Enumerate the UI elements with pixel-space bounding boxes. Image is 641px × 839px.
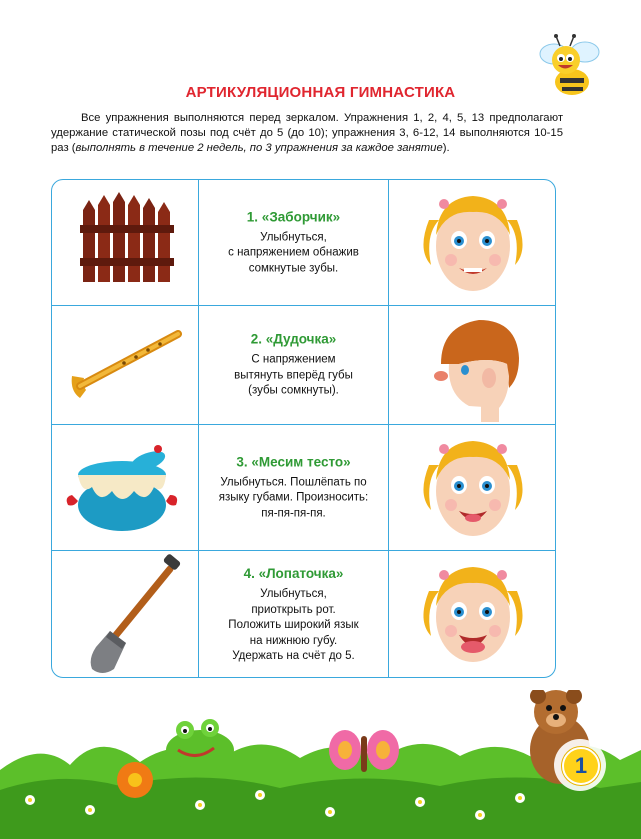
exercise-description: Улыбнуться. Пошлёпать по языку губами. Произносить: пя-пя-пя-пя. — [218, 475, 369, 519]
exercise-title: 2. «Дудочка» — [250, 331, 337, 347]
exercise-description: Улыбнуться, с напряжением обнажив сомкнутые зубы. — [228, 230, 359, 274]
girl-face-icon — [389, 551, 556, 678]
exercise-row — [52, 551, 555, 678]
meadow-decoration — [0, 690, 641, 839]
fence-icon — [52, 180, 199, 306]
exercise-description: С напряжением вытянуть вперёд губы (зубы сомкнуты). — [234, 353, 353, 397]
face-picture — [389, 180, 556, 305]
exercise-picture — [52, 551, 199, 678]
frog-icon — [166, 719, 234, 770]
exercise-title: 4. «Лопаточка» — [243, 565, 344, 581]
exercise-table — [51, 179, 556, 678]
face-picture — [389, 551, 556, 678]
page-title: АРТИКУЛЯЦИОННАЯ ГИМНАСТИКА — [185, 84, 456, 101]
pot-dough-icon — [52, 425, 199, 551]
girl-face-icon — [389, 180, 556, 306]
shovel-icon — [52, 551, 199, 678]
face-picture — [389, 306, 556, 424]
exercise-picture — [52, 425, 199, 550]
exercise-row — [52, 306, 555, 425]
exercise-description: Улыбнуться, приоткрыть рот. Положить широкий язык на нижнюю губу. Удержать на счёт до 5. — [228, 587, 359, 662]
boy-profile-icon — [389, 306, 556, 425]
page-number-badge: 1 — [562, 747, 600, 785]
exercise-row — [52, 425, 555, 551]
exercise-picture — [52, 306, 199, 424]
intro-paragraph: Все упражнения выполняются перед зеркалом. Упражнения 1, 2, 4, 5, 13 предполагают удержание статической позы под счёт до 5 (до 10); упражнения 3, 6-12, 14 выполняются 10-15 раз (выполнять в течение 2 недель, по 3 упражнения за каждое занятие). — [51, 112, 563, 154]
orange-flower-icon — [117, 762, 153, 798]
exercise-title: 1. «Заборчик» — [246, 208, 341, 224]
pipe-icon — [52, 306, 199, 425]
face-picture — [389, 425, 556, 550]
exercise-row — [52, 180, 555, 306]
bee-icon — [532, 28, 607, 103]
exercise-picture — [52, 180, 199, 305]
exercise-title: 3. «Месим тесто» — [236, 453, 351, 469]
butterfly-icon — [329, 730, 399, 772]
girl-face-icon — [389, 425, 556, 551]
